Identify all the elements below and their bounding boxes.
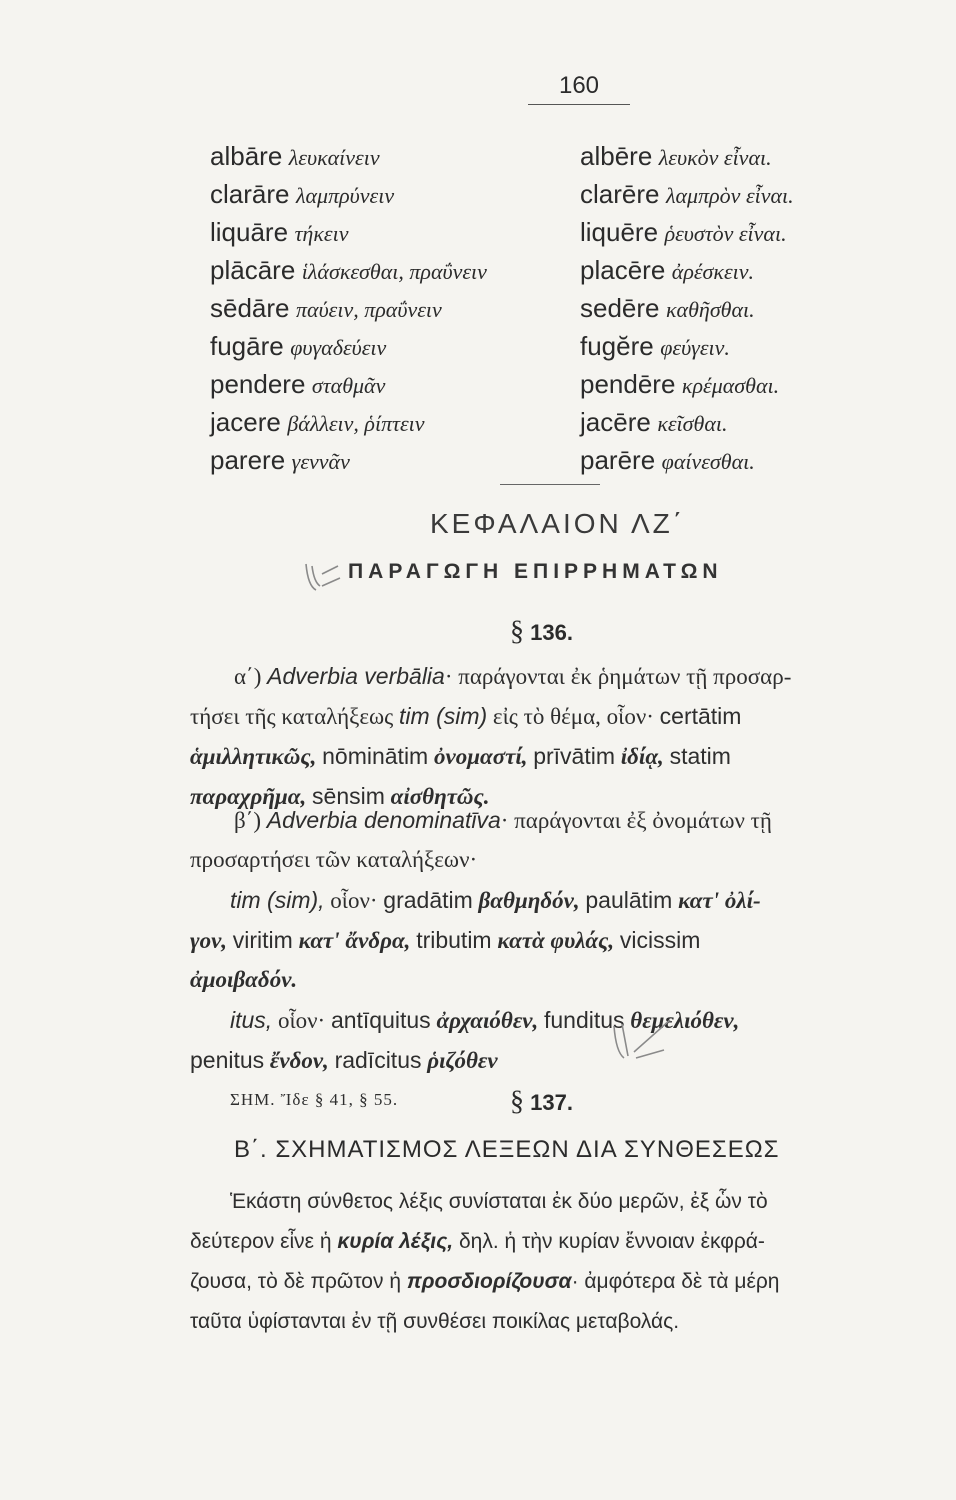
greek-text: οἷον·: [277, 1008, 326, 1033]
latin-verb: albāre: [210, 141, 283, 171]
text-line: [190, 1040, 772, 1080]
latin-word: sēnsim: [312, 783, 385, 809]
greek-gloss: ἀμοιβαδόν.: [190, 967, 298, 992]
verb-row: [580, 214, 794, 252]
latin-word: paulātim: [585, 887, 673, 913]
greek-gloss: κατ' ἄνδρα,: [298, 928, 411, 953]
verb-row: [210, 366, 487, 404]
latin-word: nōminātim: [322, 743, 429, 769]
verb-row: [580, 176, 794, 214]
chapter-subtitle: ΠΑΡΑΓΩΓΗ ΕΠΙΡΡΗΜΑΤΩΝ: [348, 560, 723, 583]
verb-row: [210, 138, 487, 176]
greek-gloss: φυγαδεύειν: [290, 335, 387, 360]
latin-word: funditus: [543, 1007, 625, 1033]
item-label: β΄): [234, 808, 262, 833]
latin-verb: pendere: [210, 369, 306, 399]
verb-row: [580, 328, 794, 366]
latin-word: penitus: [190, 1047, 265, 1073]
greek-gloss: ἀρχαιόθεν,: [436, 1008, 539, 1033]
separator-rule: [500, 484, 600, 485]
latin-word: viritim: [232, 927, 293, 953]
greek-gloss: λαμπρὸν εἶναι.: [665, 183, 794, 208]
text-line: [190, 920, 772, 960]
greek-gloss: λευκαίνειν: [288, 145, 380, 170]
greek-text: · ἀμφότερα δὲ τὰ μέρη: [571, 1270, 780, 1293]
section-number: 137.: [530, 1090, 573, 1115]
latin-word: antīquitus: [330, 1007, 431, 1033]
greek-text: τήσει τῆς καταλήξεως: [190, 704, 394, 729]
latin-verb: fugāre: [210, 331, 284, 361]
section-sign: §: [510, 616, 524, 647]
verb-row: [580, 252, 794, 290]
verb-row: [210, 252, 487, 290]
verb-row: [210, 442, 487, 480]
text-line: [190, 800, 772, 840]
latin-verb: liquēre: [580, 217, 659, 247]
greek-gloss: φεύγειν.: [660, 335, 730, 360]
latin-word: tributim: [416, 927, 492, 953]
latin-word: gradātim: [383, 887, 473, 913]
text-line: Ἑκάστη σύνθετος λέξις συνίσταται ἐκ δύο μερῶν, ἐξ ὧν τὸ: [230, 1190, 768, 1213]
verb-row: [580, 404, 794, 442]
text-line: [190, 960, 772, 1000]
latin-suffix: tim (sim): [399, 703, 488, 729]
section-136: [510, 616, 573, 648]
verb-row: [580, 138, 794, 176]
section-137: [510, 1086, 573, 1118]
verb-row: [580, 442, 794, 480]
latin-verb: clarēre: [580, 179, 660, 209]
greek-gloss: κατὰ φυλάς,: [497, 928, 615, 953]
greek-text: ζουσα, τὸ δὲ πρῶτον ἡ: [190, 1270, 402, 1293]
latin-verb: clarāre: [210, 179, 290, 209]
greek-text: εἰς τὸ θέμα, οἷον·: [492, 704, 654, 729]
text-line: ταῦτα ὑφίστανται ἐν τῇ συνθέσει ποικίλας μεταβολάς.: [190, 1310, 680, 1333]
text-line: [190, 656, 791, 696]
paragraph-c: [190, 1182, 779, 1342]
greek-text: δηλ. ἡ τὴν κυρίαν ἔννοιαν ἐκφρά-: [458, 1230, 765, 1253]
page-number: 160: [528, 72, 630, 105]
greek-gloss: ἱλάσκεσθαι, πραΰνειν: [301, 259, 487, 284]
latin-term: Adverbia verbālia: [267, 663, 445, 689]
greek-gloss: ῥιζόθεν: [427, 1048, 498, 1073]
greek-gloss: λαμπρύνειν: [295, 183, 395, 208]
text-line: [190, 1262, 779, 1302]
greek-term: προσδιορίζουσα: [406, 1270, 572, 1293]
latin-verb: sēdāre: [210, 293, 290, 323]
chapter-title: ΚΕΦΑΛΑΙΟΝ ΛΖ΄: [430, 508, 686, 539]
pencil-mark-icon: [606, 1012, 678, 1068]
latin-word: radīcitus: [334, 1047, 422, 1073]
latin-term: Adverbia denominatīva: [266, 807, 501, 833]
latin-word: prīvātim: [533, 743, 616, 769]
greek-gloss: ἁμιλλητικῶς,: [190, 744, 317, 769]
paragraph-a: [190, 656, 791, 816]
greek-gloss: φαίνεσθαι.: [661, 449, 755, 474]
latin-verb: jacere: [210, 407, 281, 437]
greek-gloss: κατ' ὀλί-: [678, 888, 761, 913]
greek-gloss: ῥευστὸν εἶναι.: [664, 221, 787, 246]
paragraph-b: [190, 800, 772, 1120]
greek-gloss: αἰσθητῶς.: [390, 784, 490, 809]
greek-gloss: ἰδίᾳ,: [620, 744, 664, 769]
greek-gloss: σταθμᾶν: [311, 373, 386, 398]
latin-verb: jacēre: [580, 407, 651, 437]
greek-gloss: γεννᾶν: [291, 449, 350, 474]
note-line: ΣΗΜ. Ἴδε § 41, § 55.: [230, 1090, 399, 1109]
latin-suffix: itus,: [230, 1007, 273, 1033]
latin-verb: parere: [210, 445, 286, 475]
verb-row: [210, 328, 487, 366]
greek-text: δεύτερον εἶνε ἡ: [190, 1230, 332, 1253]
latin-word: certātim: [659, 703, 742, 729]
verb-row: [210, 176, 487, 214]
verb-row: [210, 214, 487, 252]
greek-gloss: παύειν, πραΰνειν: [296, 297, 442, 322]
latin-verb: placēre: [580, 255, 666, 285]
latin-verb: liquāre: [210, 217, 289, 247]
greek-gloss: παραχρῆμα,: [190, 784, 307, 809]
text-line: [190, 880, 772, 920]
latin-verb: fugĕre: [580, 331, 654, 361]
latin-word: vicissim: [619, 927, 701, 953]
latin-suffix: tim (sim),: [230, 887, 325, 913]
verb-list-right: [580, 138, 794, 480]
verb-list-left: [210, 138, 487, 480]
verb-row: [210, 290, 487, 328]
section-heading: Β΄. ΣΧΗΜΑΤΙΣΜΟΣ ΛΕΞΕΩΝ ΔΙΑ ΣΥΝΘΕΣΕΩΣ: [234, 1136, 780, 1163]
greek-text: · παράγονται ἐκ ῥημάτων τῇ προσαρ-: [444, 664, 792, 689]
greek-text: προσαρτήσει τῶν καταλήξεων·: [190, 847, 478, 872]
latin-word: statim: [669, 743, 731, 769]
pencil-mark-icon: [300, 556, 344, 600]
text-line: [190, 1222, 779, 1262]
greek-term: κυρία λέξις,: [337, 1230, 454, 1253]
latin-verb: pendēre: [580, 369, 676, 399]
greek-gloss: βάλλειν, ῥίπτειν: [287, 411, 425, 436]
latin-verb: parēre: [580, 445, 656, 475]
greek-gloss: ἀρέσκειν.: [671, 259, 755, 284]
latin-verb: albēre: [580, 141, 653, 171]
greek-gloss: τήκειν: [294, 221, 349, 246]
text-line: [190, 1000, 772, 1040]
text-line: [190, 696, 791, 736]
latin-verb: sedēre: [580, 293, 660, 323]
latin-verb: plācāre: [210, 255, 296, 285]
verb-row: [210, 404, 487, 442]
greek-gloss: κρέμασθαι.: [681, 373, 780, 398]
verb-row: [580, 366, 794, 404]
section-sign: §: [510, 1086, 524, 1117]
greek-gloss: κεῖσθαι.: [657, 411, 728, 436]
greek-gloss: καθῆσθαι.: [666, 297, 755, 322]
greek-gloss: ἔνδον,: [269, 1048, 329, 1073]
greek-gloss: λευκὸν εἶναι.: [658, 145, 772, 170]
text-line: [190, 840, 772, 880]
greek-text: οἷον·: [330, 888, 378, 913]
greek-gloss: γον,: [190, 928, 228, 953]
verb-row: [580, 290, 794, 328]
greek-gloss: θεμελιόθεν,: [630, 1008, 740, 1033]
greek-gloss: βαθμηδόν,: [478, 888, 580, 913]
greek-gloss: ὀνομαστί,: [433, 744, 528, 769]
greek-text: · παράγονται ἐξ ὀνομάτων τῇ: [500, 808, 772, 833]
section-number: 136.: [530, 620, 573, 645]
item-label: α΄): [234, 664, 262, 689]
text-line: [190, 736, 791, 776]
